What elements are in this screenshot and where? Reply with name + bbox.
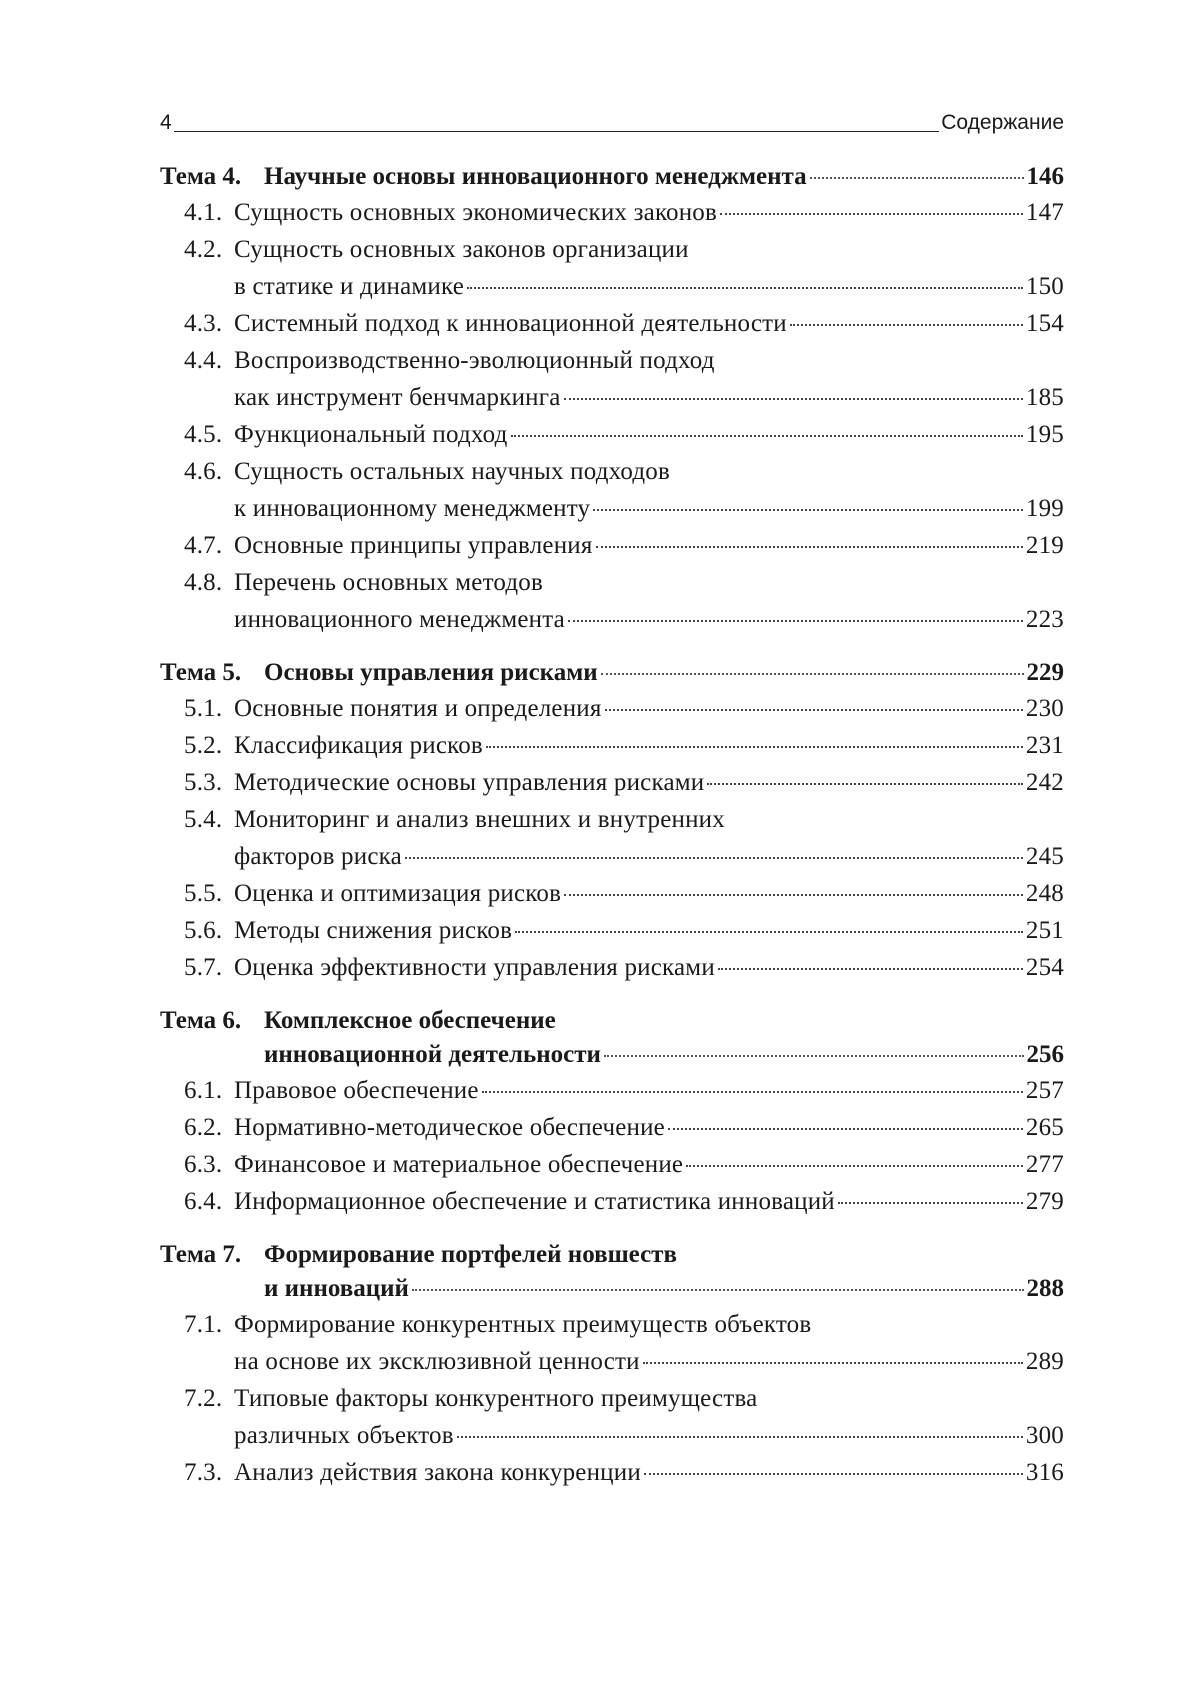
topic-title: и инноваций [264, 1275, 409, 1302]
toc-entry-line [184, 305, 1064, 342]
toc-topic [160, 1004, 1064, 1220]
topic-heading-line [160, 1038, 1064, 1072]
topic-heading[interactable] [160, 160, 1064, 194]
entry-number: 5.5. [184, 880, 223, 907]
entry-title: Функциональный подход [234, 421, 508, 448]
toc-entry-line [184, 268, 1064, 305]
topic-number: Тема 4. [160, 163, 242, 190]
dot-leader [605, 709, 1023, 711]
toc-entry[interactable] [160, 231, 1064, 305]
toc-entry[interactable] [160, 764, 1064, 801]
entry-title: инновационного менеджмента [234, 606, 565, 633]
dot-leader [412, 1289, 1024, 1291]
toc-entry[interactable] [160, 194, 1064, 231]
toc-entry[interactable] [160, 1454, 1064, 1491]
entry-page-number: 251 [1025, 917, 1064, 944]
entry-page-number: 316 [1025, 1459, 1064, 1486]
entry-number: 4.8. [184, 569, 223, 596]
dot-leader [604, 1055, 1024, 1057]
entry-title: различных объектов [234, 1422, 454, 1449]
dot-leader [568, 620, 1023, 622]
entry-page-number: 257 [1025, 1077, 1064, 1104]
entry-title: Информационное обеспечение и статистика инноваций [234, 1188, 835, 1215]
entry-page-number: 230 [1025, 695, 1064, 722]
entry-number: 7.1. [184, 1311, 223, 1338]
topic-heading[interactable] [160, 656, 1064, 690]
entry-page-number: 231 [1025, 732, 1064, 759]
entry-page-number: 147 [1025, 199, 1064, 226]
dot-leader [467, 287, 1023, 289]
dot-leader [686, 1165, 1023, 1167]
topic-page-number: 146 [1026, 163, 1064, 190]
entry-page-number: 242 [1025, 769, 1064, 796]
entry-title: на основе их эксклюзивной ценности [234, 1348, 640, 1375]
toc-entry[interactable] [160, 1072, 1064, 1109]
entry-title: Классификация рисков [234, 732, 483, 759]
toc-entry-line [184, 949, 1064, 986]
toc-entry-line [184, 379, 1064, 416]
topic-heading-line [160, 160, 1064, 194]
entry-page-number: 185 [1025, 384, 1064, 411]
table-of-contents [160, 160, 1064, 1491]
toc-entry[interactable] [160, 527, 1064, 564]
header-rule [174, 131, 940, 132]
toc-entry-line [184, 1146, 1064, 1183]
entry-number: 4.2. [184, 236, 223, 263]
dot-leader [707, 783, 1023, 785]
dot-leader [790, 324, 1023, 326]
toc-entry-line [184, 342, 1064, 379]
entry-page-number: 245 [1025, 843, 1064, 870]
toc-entry[interactable] [160, 1183, 1064, 1220]
entry-title: как инструмент бенчмаркинга [234, 384, 561, 411]
toc-entry-line [184, 764, 1064, 801]
entry-page-number: 279 [1025, 1188, 1064, 1215]
entry-number: 4.4. [184, 347, 223, 374]
dot-leader [596, 546, 1023, 548]
topic-heading-line [160, 1004, 1064, 1038]
toc-entry[interactable] [160, 727, 1064, 764]
entry-title: Основные принципы управления [234, 532, 593, 559]
entry-number: 5.4. [184, 806, 223, 833]
topic-page-number: 229 [1026, 659, 1064, 686]
dot-leader [718, 968, 1023, 970]
dot-leader [511, 435, 1023, 437]
toc-entry[interactable] [160, 342, 1064, 416]
toc-entry-line [184, 838, 1064, 875]
dot-leader [564, 894, 1023, 896]
entry-number: 5.1. [184, 695, 223, 722]
toc-entry-line [184, 1183, 1064, 1220]
entry-title: Правовое обеспечение [234, 1077, 479, 1104]
dot-leader [593, 509, 1023, 511]
entry-title: Финансовое и материальное обеспечение [234, 1151, 684, 1178]
entry-title: Нормативно-методическое обеспечение [234, 1114, 665, 1141]
toc-topic [160, 160, 1064, 638]
topic-number: Тема 7. [160, 1241, 242, 1268]
dot-leader [644, 1473, 1023, 1475]
entry-title: Анализ действия закона конкуренции [234, 1459, 641, 1486]
topic-number: Тема 6. [160, 1007, 242, 1034]
entry-title: Воспроизводственно-эволюционный подход [234, 347, 715, 374]
topic-title: Научные основы инновационного менеджмента [264, 163, 807, 190]
entry-page-number: 277 [1025, 1151, 1064, 1178]
entry-title: Методические основы управления рисками [234, 769, 705, 796]
entry-number: 6.1. [184, 1077, 223, 1104]
entry-title: к инновационному менеджменту [234, 495, 591, 522]
toc-entry-line [184, 416, 1064, 453]
section-title: Содержание [941, 111, 1064, 134]
entry-title: Мониторинг и анализ внешних и внутренних [234, 806, 725, 833]
entry-number: 4.6. [184, 458, 223, 485]
toc-entry-line [184, 1306, 1064, 1343]
entry-title: Сущность основных законов организации [234, 236, 689, 263]
toc-entry[interactable] [160, 1109, 1064, 1146]
entry-title: Системный подход к инновационной деятельности [234, 310, 787, 337]
entry-number: 4.7. [184, 532, 223, 559]
entry-page-number: 300 [1025, 1422, 1064, 1449]
dot-leader [720, 213, 1023, 215]
entry-number: 5.3. [184, 769, 223, 796]
entry-number: 5.6. [184, 917, 223, 944]
dot-leader [564, 398, 1023, 400]
entry-number: 6.3. [184, 1151, 223, 1178]
running-header [160, 112, 1064, 133]
entry-title: Оценка и оптимизация рисков [234, 880, 562, 907]
dot-leader [515, 931, 1023, 933]
toc-entry-line [184, 912, 1064, 949]
dot-leader [457, 1436, 1023, 1438]
toc-entry-line [184, 490, 1064, 527]
entry-page-number: 195 [1025, 421, 1064, 448]
entry-title: Сущность основных экономических законов [234, 199, 718, 226]
entry-number: 4.1. [184, 199, 223, 226]
topic-title: инновационной деятельности [264, 1041, 601, 1068]
dot-leader [601, 673, 1024, 675]
topic-page-number: 288 [1026, 1275, 1064, 1302]
topic-page-number: 256 [1026, 1041, 1064, 1068]
toc-entry[interactable] [160, 453, 1064, 527]
toc-entry-line [184, 601, 1064, 638]
toc-entry[interactable] [160, 690, 1064, 727]
topic-heading[interactable] [160, 1004, 1064, 1072]
toc-entry-line [184, 1380, 1064, 1417]
entry-number: 5.2. [184, 732, 223, 759]
entry-number: 7.2. [184, 1385, 223, 1412]
toc-entry-line [184, 194, 1064, 231]
toc-entry-line [184, 690, 1064, 727]
toc-entry-line [184, 453, 1064, 490]
toc-entry-line [184, 727, 1064, 764]
entry-page-number: 199 [1025, 495, 1064, 522]
toc-entry-line [184, 1072, 1064, 1109]
toc-entry-line [184, 527, 1064, 564]
dot-leader [405, 857, 1023, 859]
toc-entry[interactable] [160, 416, 1064, 453]
dot-leader [810, 177, 1024, 179]
topic-title: Комплексное обеспечение [264, 1007, 556, 1034]
dot-leader [838, 1202, 1023, 1204]
entry-page-number: 150 [1025, 273, 1064, 300]
toc-topic [160, 1238, 1064, 1491]
toc-entry[interactable] [160, 564, 1064, 638]
toc-entry-line [184, 1109, 1064, 1146]
entry-number: 4.5. [184, 421, 223, 448]
topic-heading-line [160, 1238, 1064, 1272]
entry-title: Формирование конкурентных преимуществ объектов [234, 1311, 812, 1338]
entry-number: 7.3. [184, 1459, 223, 1486]
toc-entry[interactable] [160, 801, 1064, 875]
entry-title: Основные понятия и определения [234, 695, 602, 722]
entry-page-number: 289 [1025, 1348, 1064, 1375]
toc-entry[interactable] [160, 1380, 1064, 1454]
topic-heading-line [160, 656, 1064, 690]
toc-entry-line [184, 1343, 1064, 1380]
topic-heading[interactable] [160, 1238, 1064, 1306]
entry-number: 6.2. [184, 1114, 223, 1141]
entry-number: 6.4. [184, 1188, 223, 1215]
toc-entry-line [184, 1454, 1064, 1491]
entry-title: факторов риска [234, 843, 402, 870]
toc-entry[interactable] [160, 1146, 1064, 1183]
entry-title: Методы снижения рисков [234, 917, 513, 944]
toc-entry[interactable] [160, 305, 1064, 342]
entry-title: в статике и динамике [234, 273, 465, 300]
dot-leader [668, 1128, 1023, 1130]
dot-leader [486, 746, 1023, 748]
entry-page-number: 254 [1025, 954, 1064, 981]
entry-title: Оценка эффективности управления рисками [234, 954, 715, 981]
toc-entry-line [184, 231, 1064, 268]
toc-entry[interactable] [160, 912, 1064, 949]
topic-title: Формирование портфелей новшеств [264, 1241, 677, 1268]
entry-page-number: 154 [1025, 310, 1064, 337]
entry-page-number: 248 [1025, 880, 1064, 907]
dot-leader [482, 1091, 1023, 1093]
toc-entry-line [184, 1417, 1064, 1454]
entry-page-number: 265 [1025, 1114, 1064, 1141]
toc-entry-line [184, 801, 1064, 838]
entry-title: Типовые факторы конкурентного преимущества [234, 1385, 758, 1412]
topic-heading-line [160, 1272, 1064, 1306]
topic-title: Основы управления рисками [264, 659, 598, 686]
topic-number: Тема 5. [160, 659, 242, 686]
toc-topic [160, 656, 1064, 986]
entry-page-number: 219 [1025, 532, 1064, 559]
page-number: 4 [160, 111, 172, 134]
entry-page-number: 223 [1025, 606, 1064, 633]
toc-entry-line [184, 875, 1064, 912]
entry-number: 4.3. [184, 310, 223, 337]
dot-leader [643, 1362, 1023, 1364]
entry-title: Сущность остальных научных подходов [234, 458, 670, 485]
toc-entry[interactable] [160, 875, 1064, 912]
toc-entry[interactable] [160, 949, 1064, 986]
toc-entry-line [184, 564, 1064, 601]
entry-number: 5.7. [184, 954, 223, 981]
entry-title: Перечень основных методов [234, 569, 543, 596]
toc-entry[interactable] [160, 1306, 1064, 1380]
